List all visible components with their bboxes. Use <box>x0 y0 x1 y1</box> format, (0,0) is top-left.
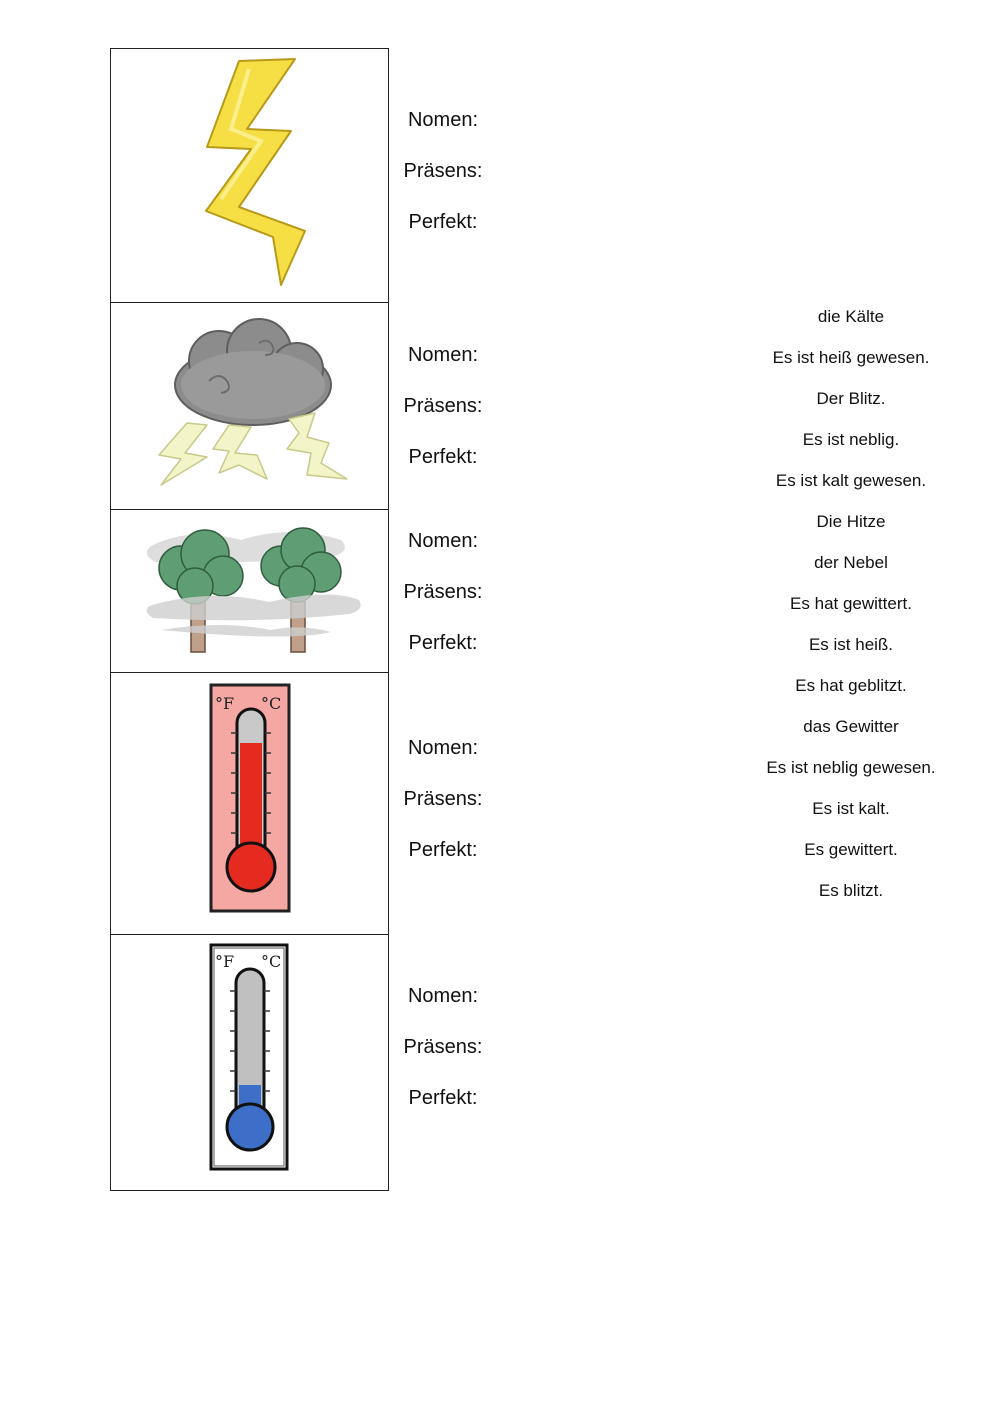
word-bank-item: Es ist neblig. <box>802 430 900 449</box>
label-perfekt: Perfekt: <box>408 632 478 654</box>
label-perfekt: Perfekt: <box>408 211 478 233</box>
word-bank-item: Es ist heiß. <box>808 635 894 654</box>
fog-trees-icon <box>111 510 388 672</box>
word-bank-item: Die Hitze <box>816 512 886 531</box>
hot-thermometer-icon <box>111 673 388 934</box>
celsius-label: °C <box>261 694 282 713</box>
label-praesens: Präsens: <box>403 581 483 603</box>
label-praesens: Präsens: <box>403 395 483 417</box>
word-bank-item: der Nebel <box>814 553 888 572</box>
label-nomen: Nomen: <box>407 109 479 131</box>
picture-column <box>110 48 389 1191</box>
label-nomen: Nomen: <box>407 530 479 552</box>
word-bank-item: Es hat geblitzt. <box>795 676 907 695</box>
label-perfekt: Perfekt: <box>408 839 478 861</box>
picture-cell-lightning <box>111 49 388 303</box>
word-bank-item: Es ist kalt gewesen. <box>775 471 927 490</box>
fahrenheit-label: °F <box>215 694 235 713</box>
label-nomen: Nomen: <box>407 737 479 759</box>
fahrenheit-label: °F <box>215 952 235 971</box>
word-bank-item: Der Blitz. <box>816 389 886 408</box>
label-praesens: Präsens: <box>403 1036 483 1058</box>
label-nomen: Nomen: <box>407 985 479 1007</box>
word-bank-item: Es ist heiß gewesen. <box>772 348 930 367</box>
label-perfekt: Perfekt: <box>408 1087 478 1109</box>
celsius-label: °C <box>261 952 282 971</box>
picture-cell-thunderstorm <box>111 303 388 510</box>
word-bank-item: Es blitzt. <box>818 881 884 900</box>
word-bank-item: Es ist neblig gewesen. <box>766 758 936 777</box>
label-praesens: Präsens: <box>403 160 483 182</box>
word-bank-item: die Kälte <box>817 307 885 326</box>
label-nomen: Nomen: <box>407 344 479 366</box>
thunderstorm-cloud-icon <box>111 303 388 509</box>
picture-cell-fog <box>111 510 388 673</box>
cold-thermometer-icon <box>111 935 388 1190</box>
picture-cell-cold <box>111 935 388 1190</box>
word-bank-item: Es hat gewittert. <box>790 594 912 613</box>
word-bank-item: Es gewittert. <box>804 840 898 859</box>
label-perfekt: Perfekt: <box>408 446 478 468</box>
lightning-bolt-icon <box>111 49 388 302</box>
picture-cell-hot <box>111 673 388 935</box>
word-bank-item: das Gewitter <box>803 717 899 736</box>
word-bank-item: Es ist kalt. <box>812 799 890 818</box>
label-praesens: Präsens: <box>403 788 483 810</box>
